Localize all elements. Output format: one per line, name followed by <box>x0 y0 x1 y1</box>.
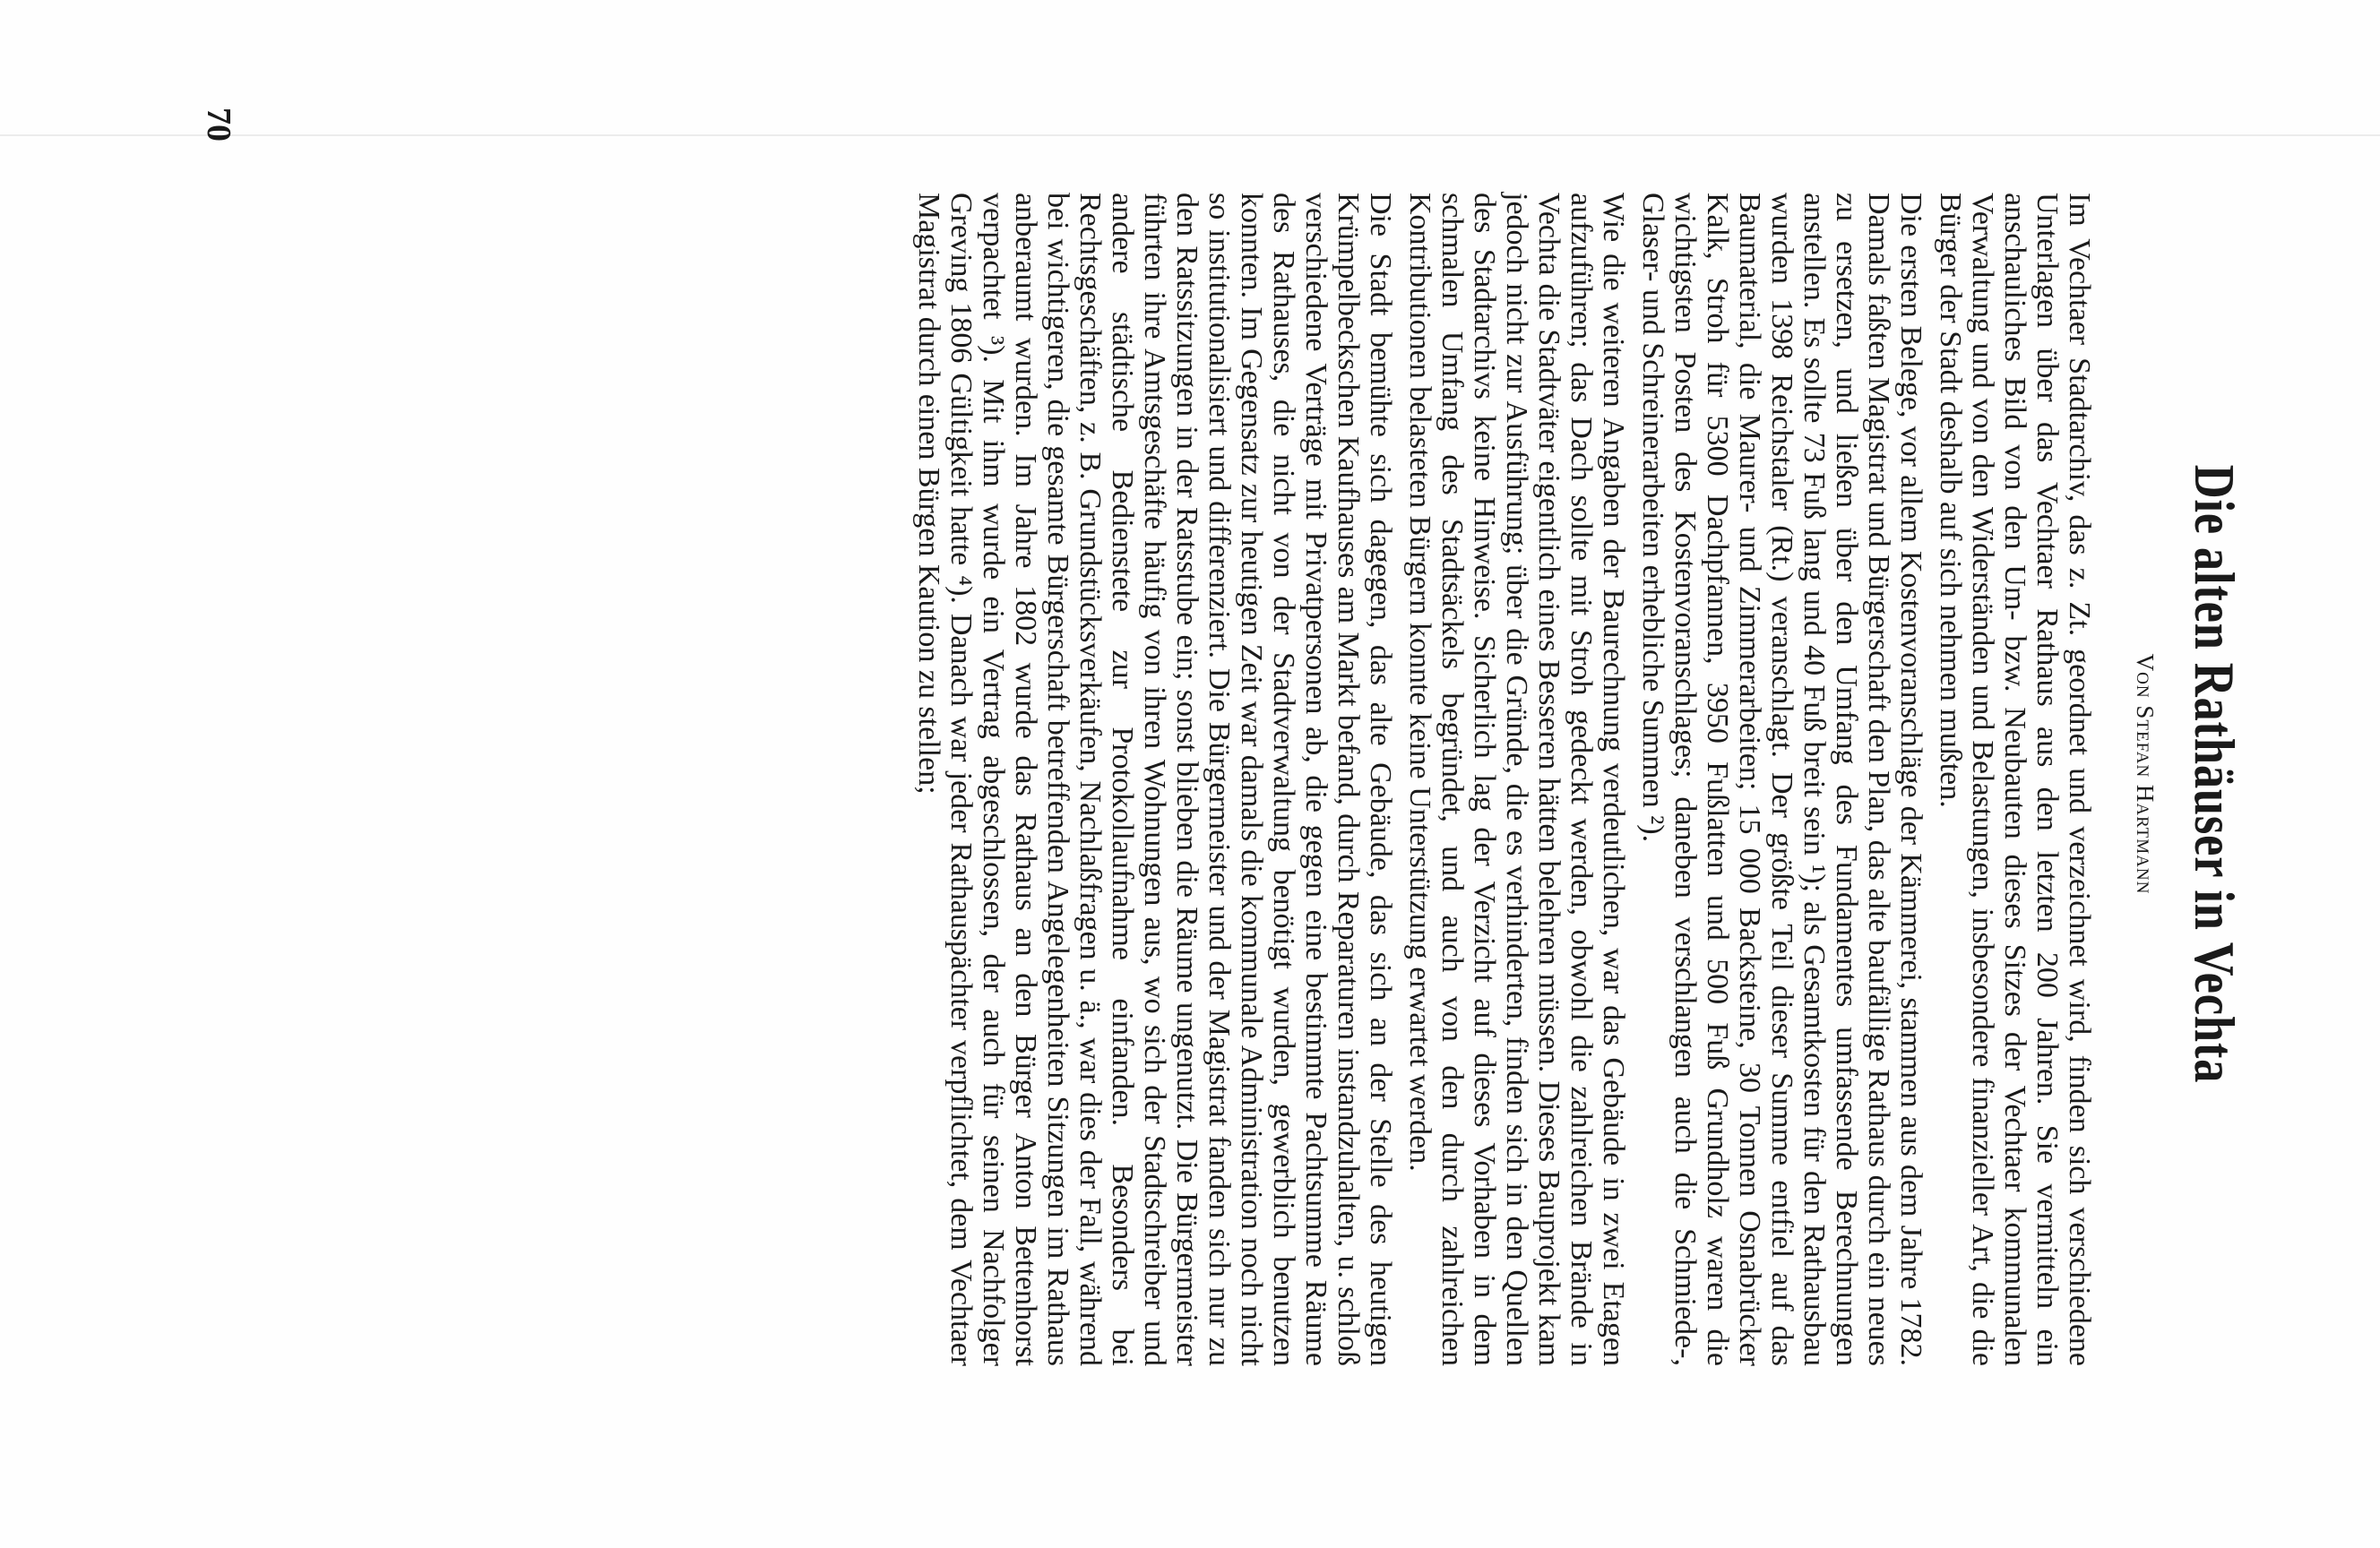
paragraph: Im Vechtaer Stadtarchiv, das z. Zt. geordnet und verzeichnet wird, finden sich verschiedene Unterlagen über das Vechtaer Rathaus aus den letzten 200 Jahren. Sie vermitteln ein anschauliches Bild von den Um- bzw. Neubauten dieses Sitzes der Vechtaer kommunalen Verwaltung und von den Widerständen und Belastungen, insbesondere finanzieller Art, die die Bürger der Stadt deshalb auf sich nehmen mußten. <box>1934 193 2096 1366</box>
page-number: 70 <box>200 108 237 142</box>
article-title: Die alten Rathäuser in Vechta <box>2183 464 2246 1084</box>
article-byline: Von Stefan Hartmann <box>2132 653 2159 895</box>
paragraph: Die Stadt bemühte sich dagegen, das alte Gebäude, das sich an der Stelle des heutigen Krümpelbeckschen Kaufhauses am Markt befand, durch Reparaturen instandzuhalten, u. schloß verschiedene Verträge mit Privatpersonen ab, die gegen eine bestimmte Pachtsumme Räume des Rathauses, die nicht von der Stadtverwaltung benötigt wurden, gewerblich benutzen konnten. Im Gegensatz zur heutigen Zeit war damals die kommunale Administration noch nicht so institutionalisiert und differenziert. Die Bürgermeister und der Magistrat fanden sich nur zu den Ratssitzungen in der Ratsstube ein; sonst blieben die Räume ungenutzt. Die Bürgermeister führten ihre Amtsgeschäfte häufig von ihren Wohnungen aus, wo sich der Stadtschreiber und andere städtische Bedienstete zur Protokollaufnahme einfanden. Besonders bei Rechtsgeschäften, z. B. Grundstücksverkäufen, Nachlaßfragen u. ä., war dies der Fall, während bei wichtigeren, die gesamte Bürgerschaft betreffenden Angelegenheiten Sitzungen im Rathaus anberaumt wurden. Im Jahre 1802 wurde das Rathaus an den Bürger Anton Bettenhorst verpachtet ³). Mit ihm wurde ein Vertrag abgeschlossen, der auch für seinen Nachfolger Greving 1806 Gültigkeit hatte ⁴). Danach war jeder Rathauspächter verpflichtet, dem Vechtaer Magistrat durch einen Bürgen Kaution zu stellen; <box>912 193 1397 1366</box>
paragraph: Die ersten Belege, vor allem Kostenvoranschläge der Kämmerei, stammen aus dem Jahre 1782. Damals faßten Magistrat und Bürgerschaft den Plan, das alte baufällige Rathaus durch ein neues zu ersetzen, und ließen über den Umfang des Fundamentes umfassende Berechnungen anstellen. Es sollte 73 Fuß lang und 40 Fuß breit sein ¹); als Gesamtkosten für den Rathausbau wurden 1398 Reichstaler (Rt.) veranschlagt. Der größte Teil dieser Summe entfiel auf das Baumaterial, die Maurer- und Zimmerarbeiten; 15 000 Backsteine, 30 Tonnen Osnabrücker Kalk, Stroh für 5300 Dachpfannen, 3950 Fußlatten und 500 Fuß Grundholz waren die wichtigsten Posten des Kostenvoranschlages; daneben verschlangen auch die Schmiede-, Glaser- und Schreinerarbeiten erhebliche Summen ²). <box>1636 193 1927 1366</box>
paragraph: Wie die weiteren Angaben der Baurechnung verdeutlichen, war das Gebäude in zwei Etagen aufzuführen; das Dach sollte mit Stroh gedeckt werden, obwohl die zahlreichen Brände in Vechta die Stadtväter eigentlich eines Besseren hätten belehren müssen. Dieses Bauprojekt kam jedoch nicht zur Ausführung; über die Gründe, die es verhinderten, finden sich in den Quellen des Stadtarchivs keine Hinweise. Sicherlich lag der Verzicht auf dieses Vorhaben in dem schmalen Umfang des Stadtsäckels begründet, und auch von den durch zahlreichen Kontributionen belasteten Bürgern konnte keine Unterstützung erwartet werden. <box>1403 193 1630 1366</box>
article-body <box>905 193 2095 1366</box>
